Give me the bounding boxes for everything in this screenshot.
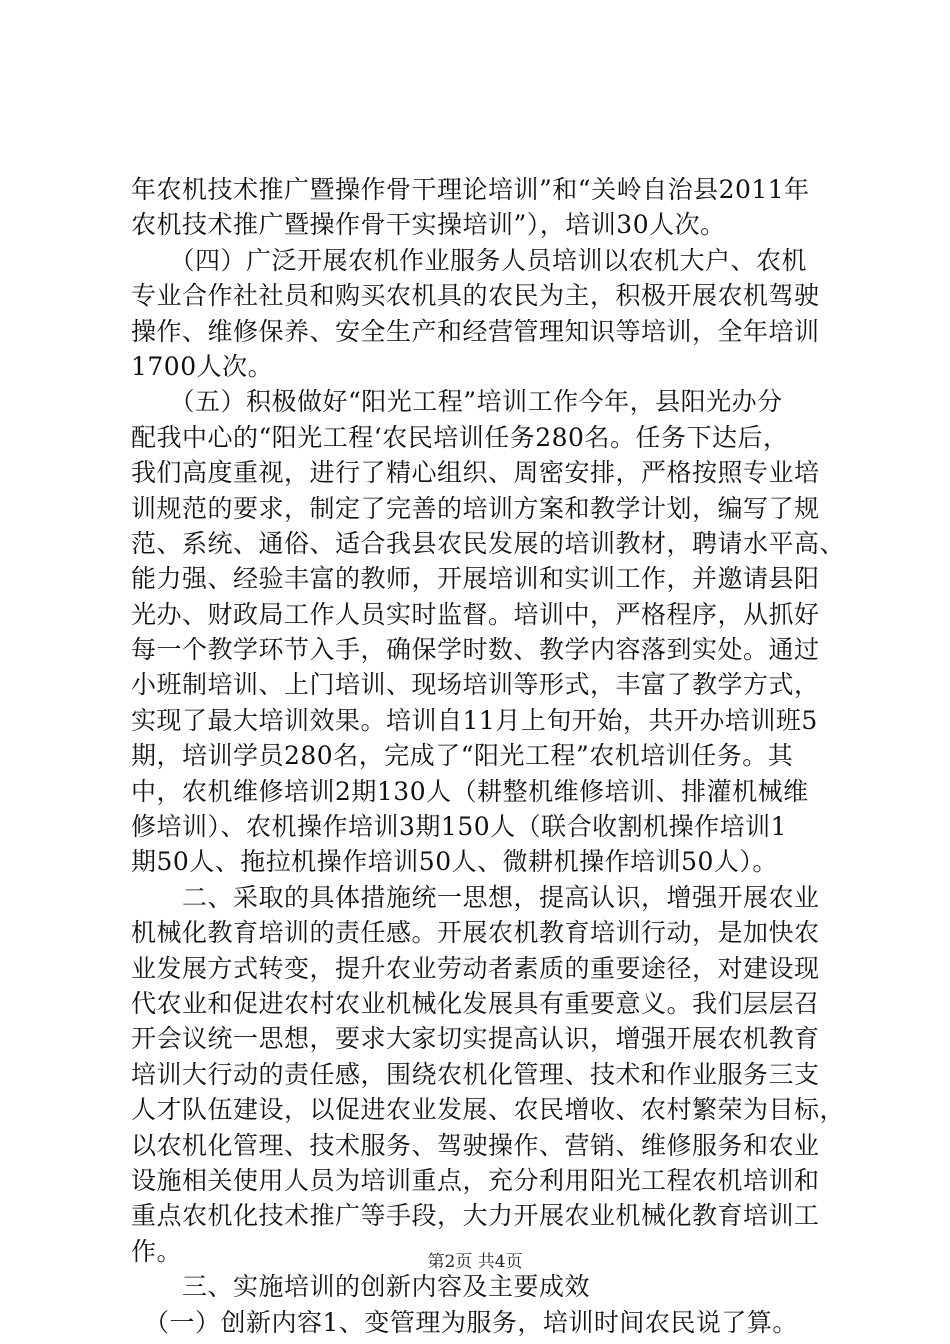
text-line: 操作、维修保养、安全生产和经营管理知识等培训，全年培训: [131, 316, 820, 346]
page-number-label: 第2页 共4页: [427, 1252, 523, 1272]
text-line: （一）创新内容1、变管理为服务，培训时间农民说了算。: [131, 1307, 798, 1337]
text-line: 1700人次。: [131, 351, 274, 381]
text-line: 人才队伍建设，以促进农业发展、农民增收、农村繁荣为目标，: [131, 1095, 846, 1125]
text-line: 开会议统一思想，要求大家切实提高认识，增强开展农机教育: [131, 1024, 820, 1054]
text-line: 期50人、拖拉机操作培训50人、微耕机操作培训50人）。: [131, 847, 778, 877]
text-line: 年农机技术推广暨操作骨干理论培训”和“关岭自治县2011年: [131, 175, 810, 204]
text-line: 机械化教育培训的责任感。开展农机教育培训行动，是加快农: [131, 918, 820, 948]
text-line: 重点农机化技术推广等手段，大力开展农业机械化教育培训工: [131, 1201, 820, 1231]
text-line: 光办、财政局工作人员实时监督。培训中，严格程序，从抓好: [131, 599, 820, 629]
text-line: 小班制培训、上门培训、现场培训等形式，丰富了教学方式，: [131, 670, 820, 700]
document-body: [131, 172, 846, 1340]
text-line: 设施相关使用人员为培训重点，充分利用阳光工程农机培训和: [131, 1165, 820, 1195]
text-line: 范、系统、通俗、适合我县农民发展的培训教材，聘请水平高、: [131, 528, 846, 558]
text-line: 修培训）、农机操作培训3期150人（联合收割机操作培训1: [131, 812, 788, 842]
text-line: 能力强、经验丰富的教师，开展培训和实训工作，并邀请县阳: [131, 564, 820, 594]
text-line: （四）广泛开展农机作业服务人员培训以农机大户、农机: [131, 245, 808, 275]
text-line: 每一个教学环节入手，确保学时数、教学内容落到实处。通过: [131, 635, 820, 665]
text-line: 以农机化管理、技术服务、驾驶操作、营销、维修服务和农业: [131, 1130, 820, 1160]
text-line: 作。: [131, 1236, 183, 1266]
text-line: 实现了最大培训效果。培训自11月上旬开始，共开办培训班5: [131, 705, 818, 735]
text-line: 培训大行动的责任感，围绕农机化管理、技术和作业服务三支: [131, 1059, 820, 1089]
text-line: 我们高度重视，进行了精心组织、周密安排，严格按照专业培: [131, 458, 820, 488]
text-line: 农机技术推广暨操作骨干实操培训”），培训30人次。: [131, 210, 726, 240]
text-line: 代农业和促进农村农业机械化发展具有重要意义。我们层层召: [131, 988, 820, 1018]
text-line: 配我中心的“阳光工程‘农民培训任务280名。任务下达后，: [131, 422, 789, 452]
text-line: 中，农机维修培训2期130人（耕整机维修培训、排灌机械维: [131, 776, 809, 806]
text-line: 期，培训学员280名，完成了“阳光工程”农机培训任务。其: [131, 741, 794, 771]
text-line: 专业合作社社员和购买农机具的农民为主，积极开展农机驾驶: [131, 281, 820, 311]
text-line: 三、实施培训的创新内容及主要成效: [131, 1272, 591, 1302]
text-line: 二、采取的具体措施统一思想，提高认识，增强开展农业: [131, 882, 820, 912]
page-footer: [0, 1247, 950, 1272]
text-line: 业发展方式转变，提升农业劳动者素质的重要途径，对建设现: [131, 953, 820, 983]
text-line: 训规范的要求，制定了完善的培训方案和教学计划，编写了规: [131, 493, 820, 523]
text-line: （五）积极做好“阳光工程”培训工作今年，县阳光办分: [131, 387, 783, 417]
